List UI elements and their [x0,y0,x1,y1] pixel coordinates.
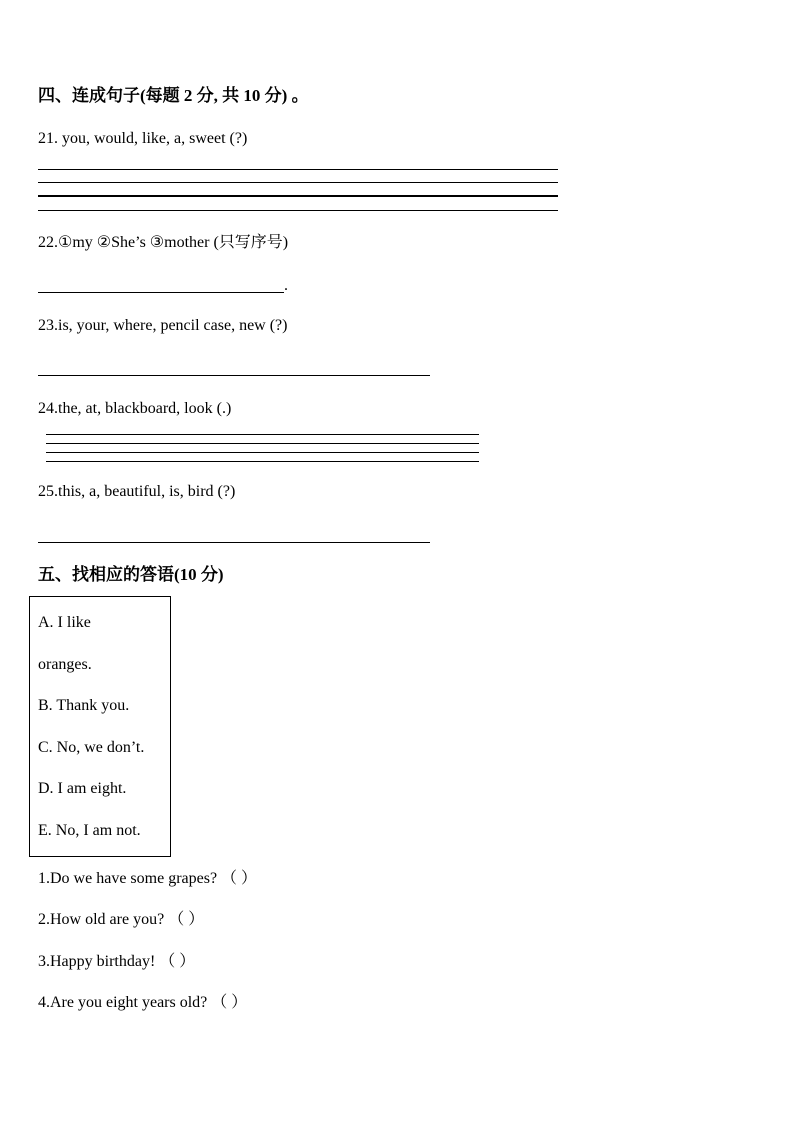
answer-line [38,210,558,211]
answer-line [46,443,479,444]
question-21: 21. you, would, like, a, sweet (?) [38,130,248,147]
section-4-title: 四、连成句子(每题 2 分, 共 10 分) 。 [38,86,309,105]
answer-line [38,542,430,543]
option-e: E. No, I am not. [38,822,141,839]
section-5-title: 五、找相应的答语(10 分) [38,565,224,584]
answer-line [46,461,479,462]
question-22: 22.①my ②She’s ③mother (只写序号) [38,234,289,251]
answer-line [46,452,479,453]
question-24: 24.the, at, blackboard, look (.) [38,400,232,417]
answer-line [38,169,558,170]
option-b: B. Thank you. [38,697,130,714]
answer-line [38,195,558,197]
match-question-3: 3.Happy birthday! （ ） [38,953,196,970]
answer-line [46,434,479,435]
question-23: 23.is, your, where, pencil case, new (?) [38,317,288,334]
option-a-continued: oranges. [38,656,92,673]
match-question-2: 2.How old are you? （ ） [38,911,205,928]
answer-blank [38,292,284,293]
answer-period: . [284,277,288,294]
option-a: A. I like [38,614,91,631]
answer-line [38,375,430,376]
option-c: C. No, we don’t. [38,739,145,756]
answer-line [38,182,558,183]
answer-options-box [29,596,171,857]
match-question-4: 4.Are you eight years old? （ ） [38,994,248,1011]
question-25: 25.this, a, beautiful, is, bird (?) [38,483,236,500]
match-question-1: 1.Do we have some grapes? （ ） [38,870,258,887]
option-d: D. I am eight. [38,780,127,797]
